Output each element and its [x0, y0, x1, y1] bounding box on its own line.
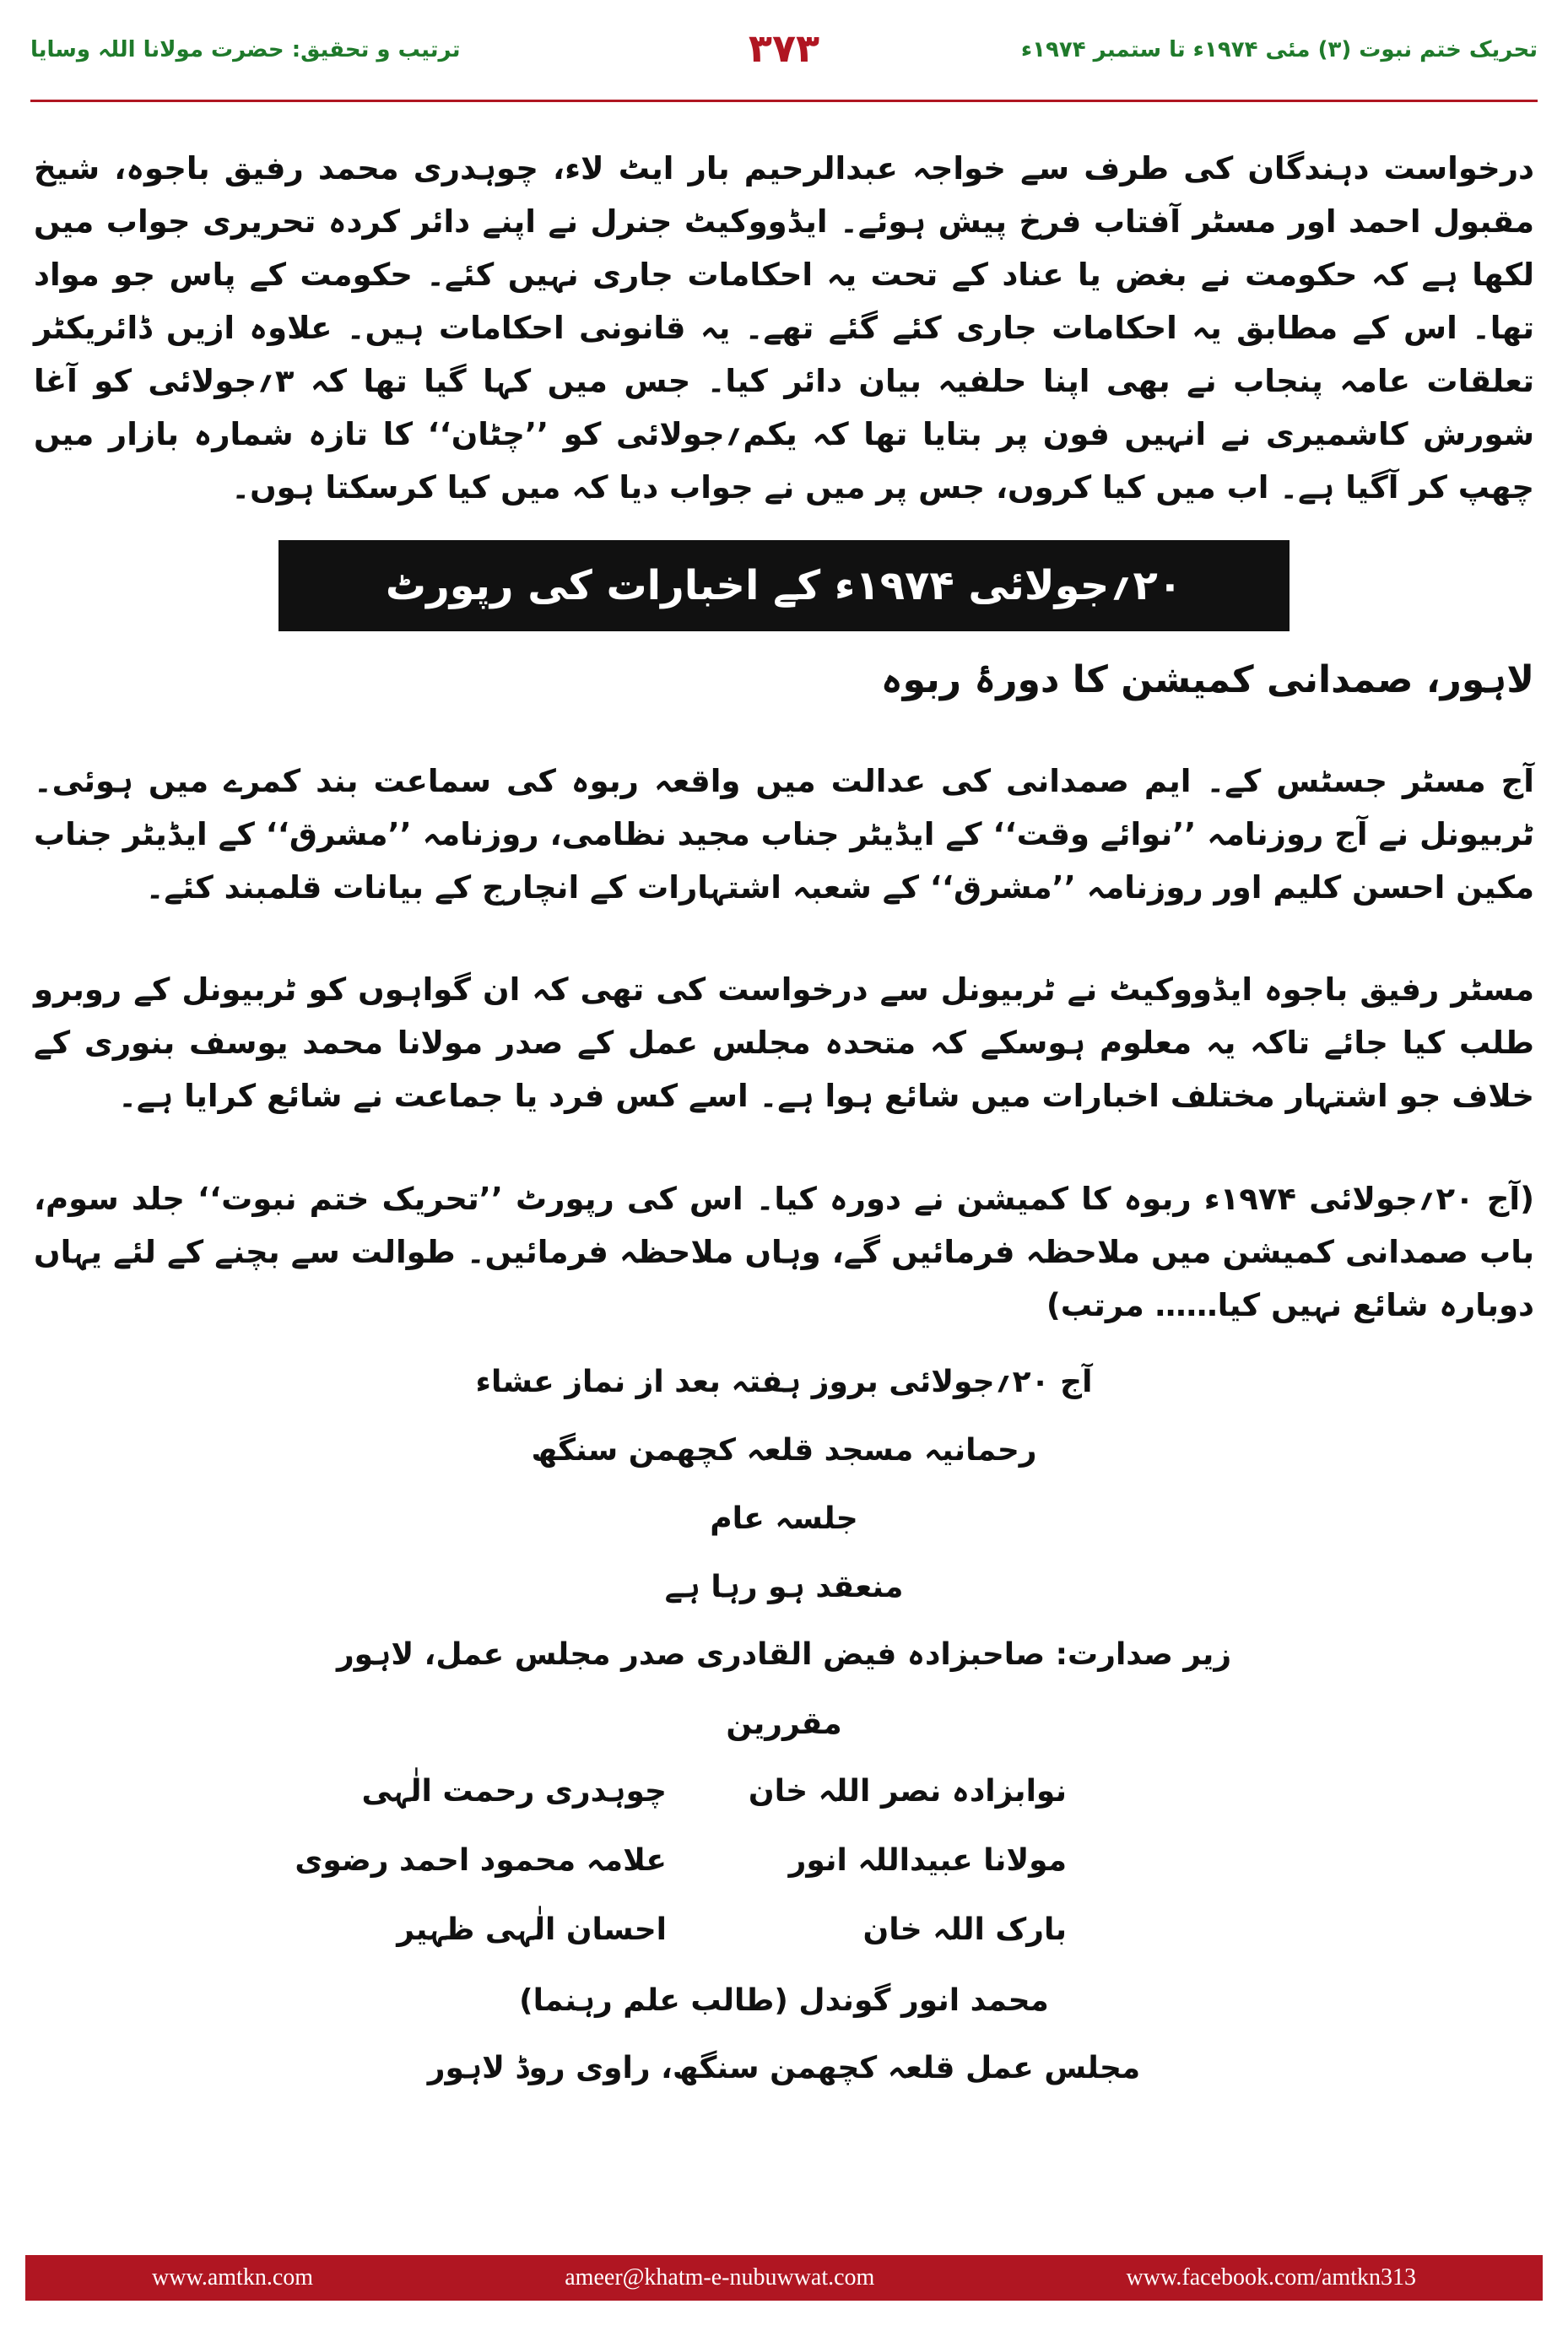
compiler-credit: ترتیب و تحقیق: حضرت مولانا اللہ وسایا — [30, 37, 461, 62]
speaker-name: بارک اللہ خان — [862, 1912, 1067, 1947]
speaker-name: مولانا عبیداللہ انور — [788, 1843, 1067, 1878]
speakers-heading: مقررین — [726, 1706, 842, 1741]
paragraph-hearing: آج مسٹر جسٹس کے۔ ایم صمدانی کی عدالت میں واقعہ ربوہ کی سماعت بند کمرے میں ہوئی۔ ٹربیونل نے آج روزنامہ ’’نوائے وقت‘‘ کے ایڈیٹر جناب مجید نظامی، روزنامہ ’’مشرق‘‘ کے ایڈیٹر جناب مکین احسن کلیم اور روزنامہ ’’مشرق‘‘ کے شعبہ اشتہارات کے انچارج کے بیانات قلمبند کئے۔ — [34, 763, 1534, 906]
paragraph-editor-note: (آج ۲۰؍جولائی ۱۹۷۴ء ربوہ کا کمیشن نے دورہ کیا۔ اس کی رپورٹ ’’تحریک ختم نبوت‘‘ جلد سوم، باب صمدانی کمیشن میں ملاحظہ فرمائیں گے، وہاں ملاحظہ فرمائیں۔ طوالت سے بچنے کے لئے یہاں دوبارہ شائع نہیں کیا…… مرتب) — [34, 1181, 1534, 1323]
page-number: ۳۷۳ — [748, 25, 820, 71]
email-link[interactable]: ameer@khatm-e-nubuwwat.com — [565, 2264, 875, 2291]
section-banner: ۲۰؍جولائی ۱۹۷۴ء کے اخبارات کی رپورٹ — [278, 540, 1290, 631]
announcement-line: جلسہ عام — [710, 1501, 858, 1536]
organizer-address: مجلس عمل قلعہ کچھمن سنگھ، راوی روڈ لاہور — [427, 2051, 1141, 2085]
footer-bar — [25, 2255, 1543, 2301]
speaker-name: چوہدری رحمت الٰہی — [361, 1774, 667, 1809]
book-title: تحریک ختم نبوت (۳) مئی ۱۹۷۴ء تا ستمبر ۱۹۷۴ء — [1020, 37, 1538, 62]
paragraph-request: مسٹر رفیق باجوہ ایڈووکیٹ نے ٹربیونل سے درخواست کی تھی کہ ان گواہوں کو ٹربیونل کے روبرو طلب کیا جائے تاکہ یہ معلوم ہوسکے کہ متحدہ مجلس عمل کے صدر مولانا محمد یوسف بنوری کے خلاف جو اشتہار مختلف اخبارات میں شائع ہوا ہے۔ اسے کس فرد یا جماعت نے شائع کرایا ہے۔ — [34, 971, 1534, 1114]
paragraph-petitioners: درخواست دہندگان کی طرف سے خواجہ عبدالرحیم بار ایٹ لاء، چوہدری محمد رفیق باجوہ، شیخ مقبول احمد اور مسٹر آفتاب فرخ پیش ہوئے۔ ایڈووکیٹ جنرل نے اپنے دائر کردہ تحریری جواب میں لکھا ہے کہ حکومت نے بغض یا عناد کے تحت یہ احکامات جاری نہیں کئے۔ حکومت کے پاس جو مواد تھا۔ اس کے مطابق یہ احکامات جاری کئے گئے تھے۔ یہ قانونی احکامات ہیں۔ علاوہ ازیں ڈائریکٹر تعلقات عامہ پنجاب نے بھی اپنا حلفیہ بیان دائر کیا۔ جس میں کہا گیا تھا کہ ۳؍جولائی کو آغا شورش کاشمیری نے انہیں فون پر بتایا تھا کہ یکم؍جولائی کو ’’چٹان‘‘ کا تازہ شمارہ بازار میں چھپ کر آگیا ہے۔ اب میں کیا کروں، جس پر میں نے جواب دیا کہ میں کیا کرسکتا ہوں۔ — [34, 150, 1535, 506]
announcement-line: منعقد ہو رہا ہے — [664, 1570, 904, 1604]
speaker-name: نوابزادہ نصر اللہ خان — [748, 1774, 1067, 1809]
website-link[interactable]: www.amtkn.com — [152, 2264, 314, 2291]
speaker-name: احسان الٰہی ظہیر — [397, 1912, 667, 1947]
header-divider — [30, 100, 1538, 102]
announcement-line: رحمانیہ مسجد قلعہ کچھمن سنگھ — [531, 1433, 1037, 1468]
announcement-line: آج ۲۰؍جولائی بروز ہفتہ بعد از نماز عشاء — [475, 1365, 1093, 1399]
organizer-name: محمد انور گوندل (طالب علم رہنما) — [519, 1983, 1049, 2018]
speaker-name: علامہ محمود احمد رضوی — [295, 1843, 667, 1878]
subheading: لاہور، صمدانی کمیشن کا دورۂ ربوہ — [880, 658, 1534, 701]
facebook-link[interactable]: www.facebook.com/amtkn313 — [1126, 2264, 1416, 2291]
announcement-line: زیر صدارت: صاحبزادہ فیض القادری صدر مجلس عمل، لاہور — [336, 1637, 1232, 1672]
